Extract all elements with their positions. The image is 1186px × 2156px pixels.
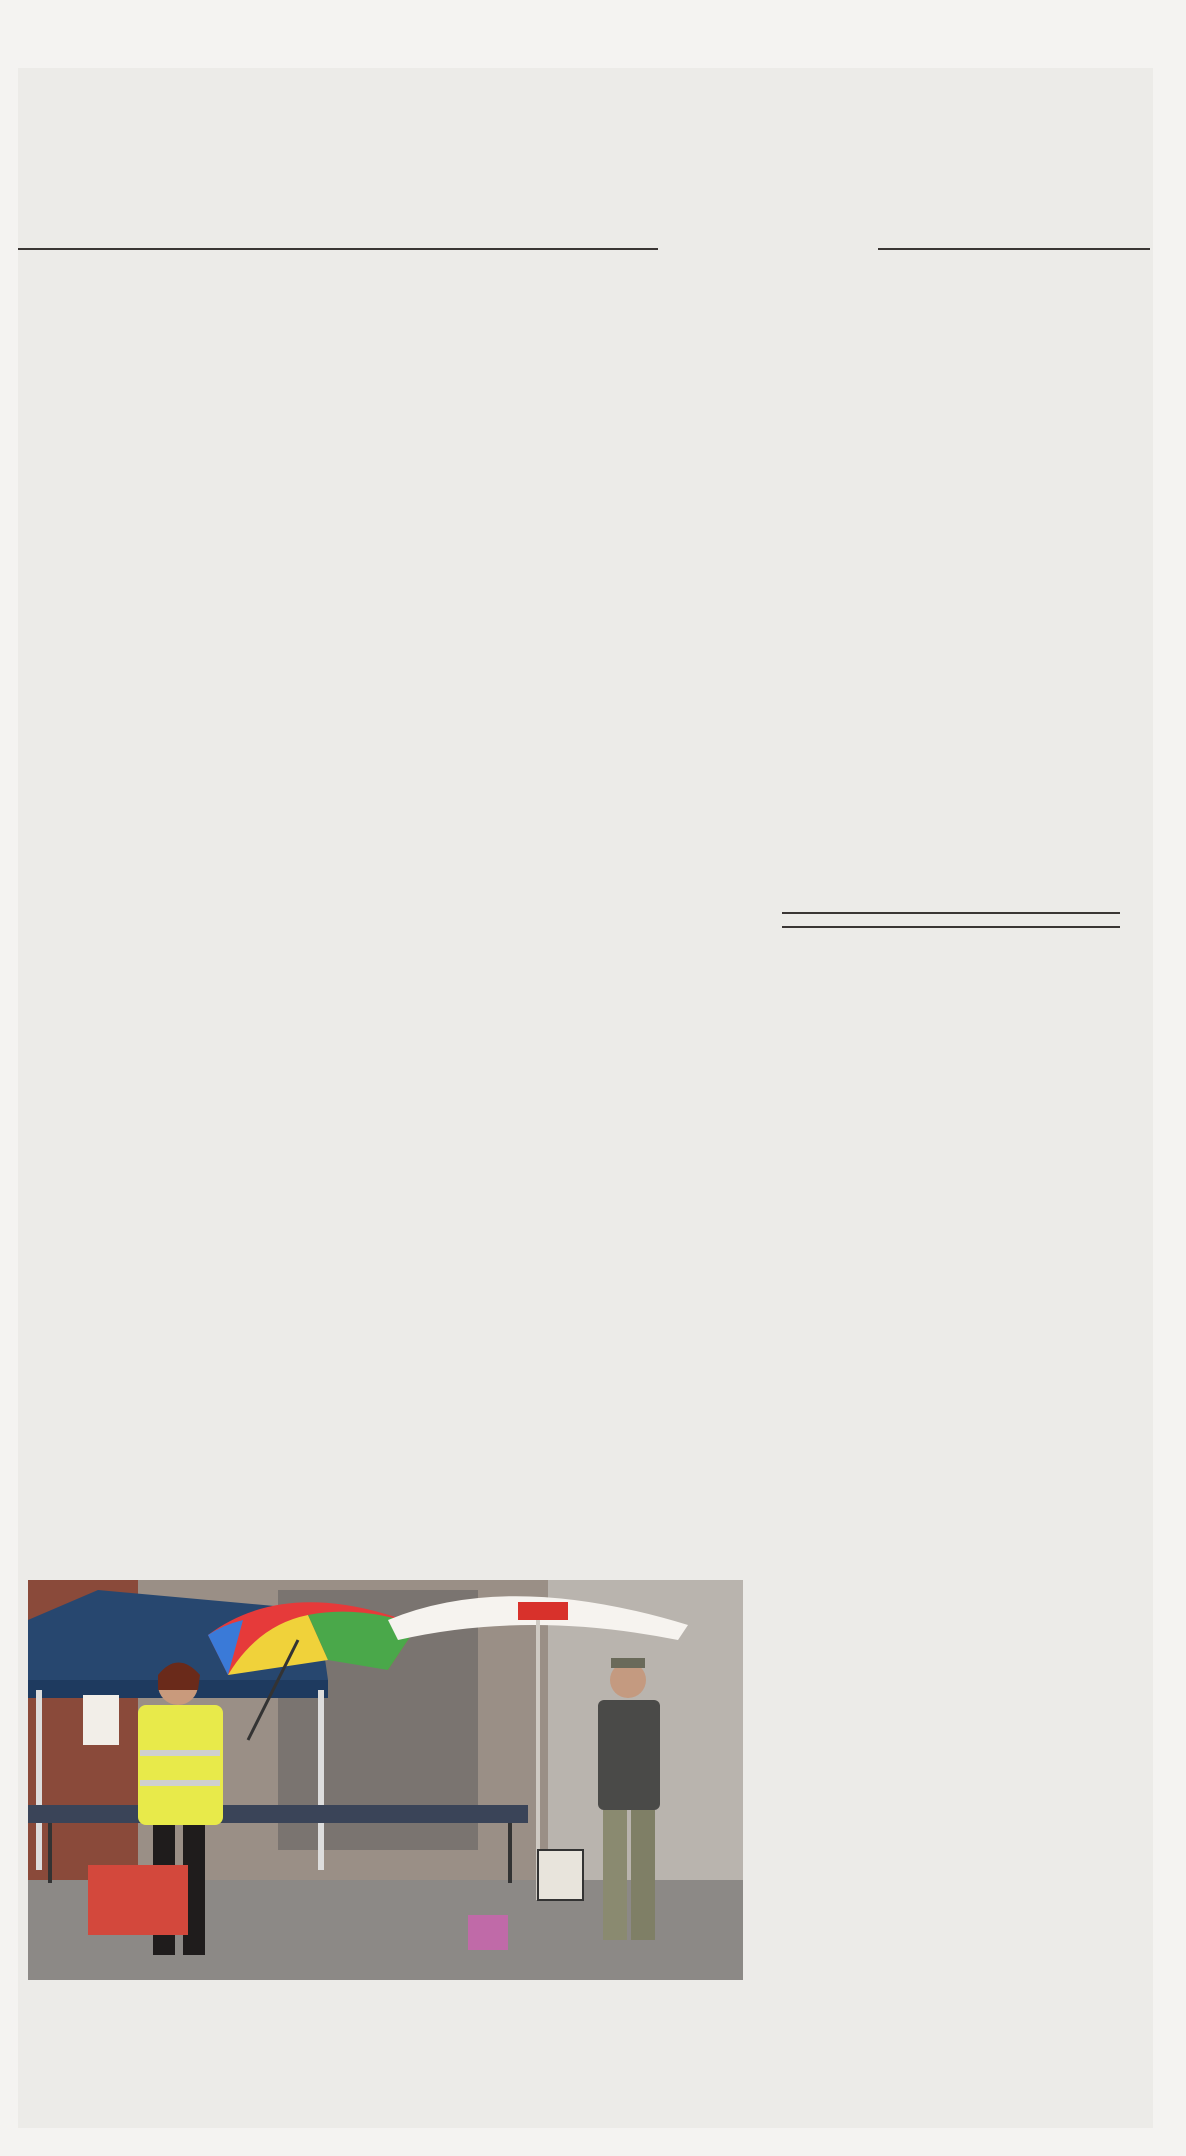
masthead: [18, 150, 1153, 320]
article-column-3: [782, 888, 1120, 950]
masthead-rule-right: [878, 248, 1150, 250]
masthead-rule-left: [18, 248, 658, 250]
section-subtitle: [782, 912, 1120, 928]
photo-illustration: [28, 1580, 743, 1980]
article-photo: [28, 1580, 743, 1980]
